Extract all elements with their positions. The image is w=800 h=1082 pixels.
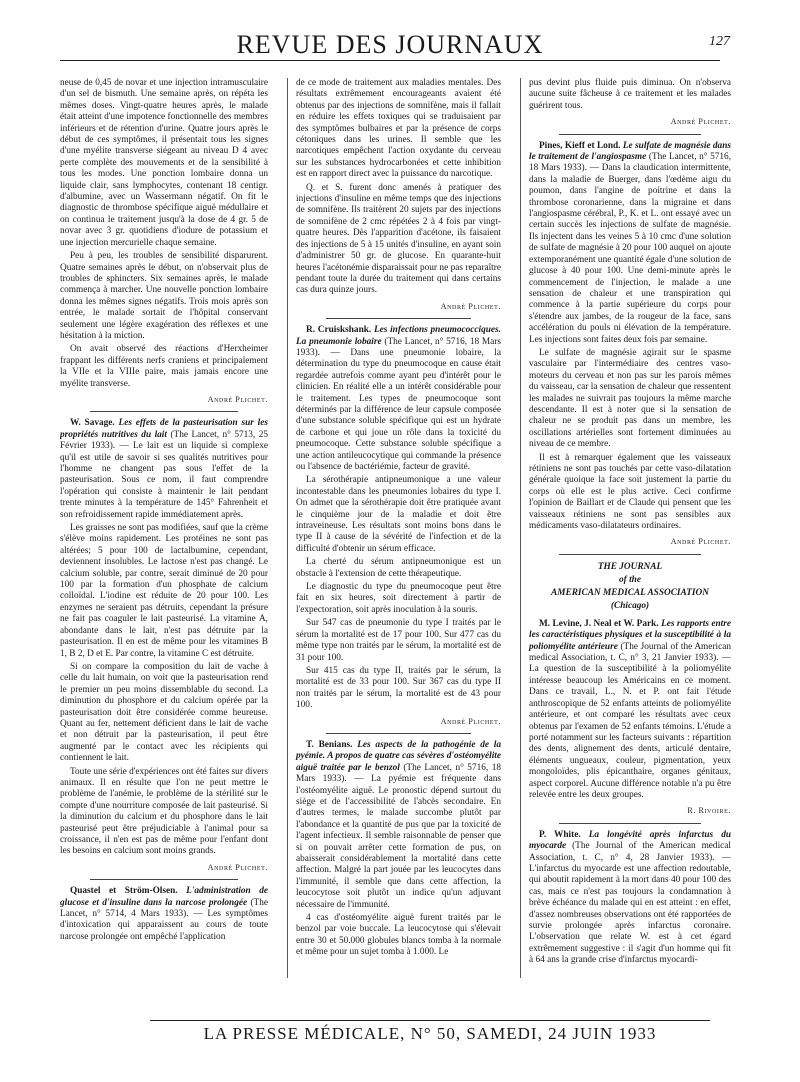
- paragraph: Toute une série d'expériences ont été faites sur divers animaux. Il en résulte que l'on ne peut mettre le problème de l'anémie, le problème de la stérilité sur le compte d'une nourriture composée de lait pasteurisé. Si la diminution du calcium et du phosphore dans le lait pasteurisé peut être préjudiciable à l'animal pour sa croissance, il n'en est pas de même pour l'enfant dont les besoins en calcium sont moins grands.: [60, 766, 268, 857]
- journal-section-title: REVUE DES JOURNAUX: [236, 30, 544, 59]
- article-heading: [296, 740, 501, 911]
- divider: [90, 411, 238, 412]
- paragraph: La sérothérapie antipneumonique a une valeur incontestable dans les pneumonies lobaires du type I. On admet que la sérothérapie doit être pratiquée avant le cinquième jour de la maladie et doit être intraveineuse. Les résultats sont moins bons dans le type II à cause de la sévérité de l'infection et de la difficulté d'obtenir un sérum efficace.: [296, 475, 501, 554]
- paragraph: La question de la susceptibilité à la poliomyélite intéresse beaucoup les Américains en ce moment. Dans ce travail, L., N. et P. ont fait l'étude anthroscopique de 52 enfants atteints de poliomyélite antérieure, et ont comparé les résultats avec ceux obtenus par l'examen de 52 enfants témoins. L'étude a porté notamment sur les facteurs suivants : répartition des dents, alignement des dents, articulé dentaire, éléments ungueaux, couleur, pigmentation, yeux mongoloïdes, plis épicanthaire, organes génitaux, aspect corporel. Aucune différence notable n'a pu être relevée entre les deux groupes.: [529, 664, 731, 800]
- paragraph: Peu à peu, les troubles de sensibilité disparurent. Quatre semaines après le début, on n'observait plus de troubles de sphincters. Six semaines après, le malade commença à marcher. Une nouvelle ponction lombaire donna les mêmes signes négatifs. Trois mois après son entrée, le malade sortait de l'hôpital conservant seulement une légère exagération des réflexes et une hésitation à la miction.: [60, 251, 268, 341]
- paragraph: de ce mode de traitement aux maladies mentales. Des résultats extrêmement encourageants avaient été obtenus par des injections de somnifène, mais il fallait en réduire les effets toxiques qui se traduisaient par des symptômes bulbaires et par la présence de corps cétoniques dans les urines. Il semble que les narcotiques empêchent l'action oxydante du cerveau sur les substances hydrocarbonées et cette inhibition est en rapport direct avec la puissance du narcotique.: [296, 78, 501, 180]
- article-author: T. Benians.: [306, 739, 353, 750]
- article-heading: [529, 830, 731, 967]
- article-title: Les rapports entre les caractéristiques physiques et la susceptibilité à la poliomyélite antérieure: [529, 618, 731, 652]
- journal-heading-line: THE JOURNAL: [597, 561, 663, 572]
- journal-heading-line: AMERICAN MEDICAL ASSOCIATION: [551, 587, 709, 598]
- article-title: Les aspects de la pathogénie de la pyémie. A propos de quatre cas sévères d'ostéomyélite aiguë traitée par le benzol: [296, 739, 501, 773]
- signature: R. Rivoire.: [687, 806, 731, 816]
- article-author: M. Levine, J. Neal et W. Park.: [539, 618, 659, 629]
- divider: [559, 134, 701, 135]
- article-author: P. White.: [539, 829, 581, 840]
- page-number: 127: [709, 34, 730, 49]
- article-title: Les infections pneumococciques. La pneumonie lobaire: [296, 325, 501, 347]
- paragraph: La pyémie est fréquente dans l'ostéomyélite aiguë. Le pronostic dépend surtout du siège et de l'accessibilité de l'abcès secondaire. En d'autres termes, le malade succombe plutôt par l'abondance et la quantité de pus que par la toxicité de l'agent infectieux. Il semble raisonnable de penser que si on pouvait arrêter cette formation de pus, on abaisserait considérablement la mortalité dans cette affection. Malgré la part jouée par les leucocytes dans l'immunité, il semble que dans cette affection, la leucocytose soit plutôt un indice qu'un adjuvant nécessaire de l'immunité.: [296, 774, 501, 910]
- paragraph: Les graisses ne sont pas modifiées, sauf que la crème s'élève moins rapidement. Les protéines ne sont pas altérées; 5 pour 100 de lactalbumine, cependant, deviennent insolubles. Le lactose n'est pas changé. Le calcium soluble, par contre, serait diminué de 20 pour 100 par la formation d'un phosphate de calcium colloïdal. L'iodine est réduite de 20 pour 100. Les enzymes ne seraient pas détruits, cependant la présure ne fait pas coaguler le lait pasteurisé. La vitamine A, abondante dans le lait, n'est pas détruite par la pasteurisation. Il en est de même pour les vitamines B 1, B 2, D et E. Par contre, la vitamine C est détruite.: [60, 523, 268, 659]
- article-reference: (The Journal of the American medical Association, t. C, n° 4, 28 Janvier 1933). —: [529, 841, 731, 863]
- paragraph: 4 cas d'ostéomyélite aiguë furent traités par le benzol par voie buccale. La leucocytose qui s'élevait entre 30 et 50.000 globules blancs tomba à la normale et même pour un sujet tomba à 1.000. Le: [296, 913, 501, 958]
- paragraph: Il est à remarquer également que les vaisseaux rétiniens ne sont pas touchés par cette vaso-dilatation générale quoique la face soit justement la partie du corps où elle est le plus active. Ceci confirme l'opinion de Baillart et de Claude qui pensent que les vaisseaux rétiniens ne sont pas sensibles aux médicaments vaso-dilatateurs ordinaires.: [529, 452, 731, 532]
- article-title: L'administration de glucose et d'insuline dans la narcose prolongée: [60, 886, 268, 908]
- paragraph: Dans une pneumonie lobaire, la détermination du type du pneumocoque en cause était regardée autrefois comme ayant peu d'intérêt pour le clinicien. En réalité elle a un intérêt considérable pour le traitement. Les types de pneumocoque sont déterminés par la différence de leur capsule composée d'une substance soluble spécifique qui est un hydrate de carbone et qui joue un rôle dans la toxicité du pneumocoque. Cette substance soluble spécifique a une action antileucocytique qui commande la présence ou l'absence de bactériémie, facteur de gravité.: [296, 347, 501, 472]
- signature: André Plichet.: [207, 862, 268, 872]
- divider: [326, 733, 471, 734]
- article-author: Quastel et Ström-Olsen.: [70, 886, 178, 897]
- column-3: [520, 78, 731, 978]
- signature: André Plichet.: [207, 394, 268, 404]
- paragraph: Les symptômes d'intoxication qui apparaissent au cours de toute narcose prolongée ont empêché l'application: [60, 909, 268, 942]
- article-heading: [60, 418, 268, 521]
- page-footer: [150, 1020, 710, 1044]
- paragraph: Le sulfate de magnésie agirait sur le spasme vasculaire par l'intermédiaire des centres vaso-moteurs du cerveau et non pas sur les parois mêmes du vaisseau, car la sensation de chaleur que ressentent les malades ne suivrait pas toujours la même marche descendante. Il est à noter que si la sensation de chaleur ne se produit pas dans un membre, les oscillations artérielles sont fortement diminuées au niveau de ce membre.: [529, 347, 731, 450]
- divider: [90, 879, 238, 880]
- article-heading: [60, 886, 268, 943]
- paragraph: pus devint plus fluide puis diminua. On n'observa aucune suite fâcheuse à ce traitement et les malades guérirent tous.: [529, 78, 731, 111]
- paragraph: On avait observé des réactions d'Herxheimer frappant les différents nerfs craniens et principalement la VIIe et la VIIIe paire, mais jamais encore une myélite transverse.: [60, 344, 268, 389]
- column-2: [287, 78, 501, 978]
- paragraph: Sur 415 cas du type II, traités par le sérum, la mortalité est de 33 pour 100. Sur 367 cas du type II non traités par le sérum, la mortalité est de 43 pour 100.: [296, 665, 501, 711]
- paragraph: Q. et S. furent donc amenés à pratiquer des injections d'insuline en même temps que des injections de somnifène. Ils traitèrent 20 sujets par des injections de somnifène de 2 cmc répétées 2 à 4 fois par vingt-quatre heures. Dès l'apparition d'acétone, ils faisaient des injections de 5 à 15 unités d'insuline, en ayant soin d'administrer 50 gr. de glucose. En quarante-huit heures l'acétonémie disparaissait pour ne pas reparaître pendant toute la durée du traitement qui dans certains cas dura quinze jours.: [296, 182, 501, 296]
- article-heading: [529, 619, 731, 802]
- journal-heading: [529, 561, 731, 613]
- paragraph: Sur 547 cas de pneumonie du type I traités par le sérum la mortalité est de 17 pour 100. Sur 477 cas du même type non traités par le sérum, la mortalité est de 31 pour 100.: [296, 618, 501, 663]
- paragraph: Le lait est un liquide si complexe qu'il est utile de savoir si ses qualités nutritives pour l'homme ne changent pas sous l'effet de la pasteurisation. Sous ce nom, il faut comprendre l'opération qui consiste à maintenir le lait pendant trente minutes à la température de 145° Fahrenheit et son refroidissement rapide immédiatement après.: [60, 441, 268, 520]
- article-author: W. Savage.: [70, 418, 115, 429]
- signature: André Plichet.: [440, 716, 501, 726]
- article-reference: (The Journal of the American medical Association, t. C, n° 3, 21 Janvier 1933). —: [529, 641, 731, 664]
- article-reference: (The Lancet, n° 5716, 18 Mars 1933). —: [529, 152, 731, 174]
- divider: [559, 823, 701, 824]
- article-heading: [296, 325, 501, 473]
- paragraph: neuse de 0,45 de novar et une injection intramusculaire d'un sel de bismuth. Une semaine après, on répéta les mêmes doses. Vingt-quatre heures après, le malade était atteint d'une impotence fonctionnelle des membres inférieurs et de rétention d'urine. Quatre jours après le début de ces symptômes, il présentait tous les signes d'une myélite transverse siégeant au niveau D 4 avec perte complète des mouvements et de la sensibilité à tous les modes. Une ponction lombaire donna un liquide clair, sans lymphocytes, contenant 18 centigr. d'albumine, avec un Wassermann négatif. On fit le diagnostic de thrombose spécifique aiguë médullaire et on continua le traitement jusqu'à la dose de 4 gr. 5 de novar avec 3 gr. quotidiens d'iodure de potassium et une injection mercurielle chaque semaine.: [60, 78, 268, 248]
- article-heading: [529, 141, 731, 346]
- journal-heading-line: of the: [619, 574, 641, 585]
- divider: [326, 318, 471, 319]
- signature: André Plichet.: [670, 537, 731, 547]
- article-reference: (The Lancet, n° 5713, 25 Février 1933). —: [60, 429, 268, 452]
- paragraph: Si on compare la composition du lait de vache à celle du lait humain, on voit que la pasteurisation rend le premier un peu moins dissemblable du second. La diminution du phosphore et du calcium opérée par la pasteurisation doit être considérée comme heureuse. Quant au fer, nettement déficient dans le lait de vache et non détruit par la pasteurisation, il peut être augmenté par le contact avec les récipients qui contiennent le lait.: [60, 661, 268, 764]
- article-author: R. Cruiskshank.: [306, 325, 372, 336]
- column-1: [60, 78, 268, 978]
- article-title: Les effets de la pasteurisation sur les propriétés nutritives du lait: [60, 418, 268, 440]
- article-author: Pines, Kieff et Lond.: [539, 140, 621, 151]
- journal-heading-line: (Chicago): [610, 600, 650, 611]
- signature: André Plichet.: [670, 117, 731, 127]
- article-title: Le sulfate de magnésie dans le traitement de l'angiospasme: [529, 140, 731, 163]
- divider: [559, 554, 701, 555]
- paragraph: La cherté du sérum antipneumonique est un obstacle à l'extension de cette thérapeutique.: [296, 557, 501, 579]
- article-reference: (The Lancet, n° 5714, 4 Mars 1933). —: [60, 897, 268, 920]
- signature: André Plichet.: [440, 301, 501, 311]
- article-title: La longévité après infarctus du myocarde: [529, 829, 731, 852]
- paragraph: Dans la claudication intermittente, dans la maladie de Buerger, dans l'œdème aigu du poumon, dans l'angine de poitrine et dans la thrombose coronarienne, dans la migraine et dans l'angiospasme cérébral, P., K. et L. ont essayé avec un certain succès les injections de sulfate de magnésie. Ils injectent dans les veines 5 à 10 cmc d'une solution de sulfate de magnésie à 20 pour 100 auquel on ajoute extemporanément une quantité égale d'une solution de glucose à 40 pour 100. Une demi-minute après le commencement de l'injection, le malade a une sensation de chaleur et une transpiration qui commence à la partie supérieure du corps pour s'étendre aux jambes, de la rougeur de la face, sans accélération du pouls ni élévation de la température. Les injections sont faites deux fois par semaine.: [529, 163, 731, 345]
- article-reference: (The Lancet, n° 5716, 18 Mars 1933). —: [296, 336, 501, 358]
- footer-publication-line: LA PRESSE MÉDICALE, N° 50, SAMEDI, 24 JUIN 1933: [203, 1024, 657, 1043]
- page-header: [60, 28, 730, 61]
- paragraph: Le diagnostic du type du pneumocoque peut être fait en six heures, soit directement à partir de l'expectoration, soit après inoculation à la souris.: [296, 582, 501, 615]
- article-reference: (The Lancet, n° 5716, 18 Mars 1933). —: [296, 762, 501, 785]
- paragraph: L'infarctus du myocarde est une affection redoutable, qui aboutit rapidement à la mort dans 40 pour 100 des cas, mais ce n'est pas toujours la condamnation à brève échéance du malade qui en est atteint : en effet, d'assez nombreuses observations ont été rapportées de survie prolongée après infarctus coronaire. L'observation que relate W. est à cet égard extrêmement suggestive : il s'agit d'un homme qui fit à 64 ans la grande crise d'infarctus myocardi-: [529, 863, 731, 966]
